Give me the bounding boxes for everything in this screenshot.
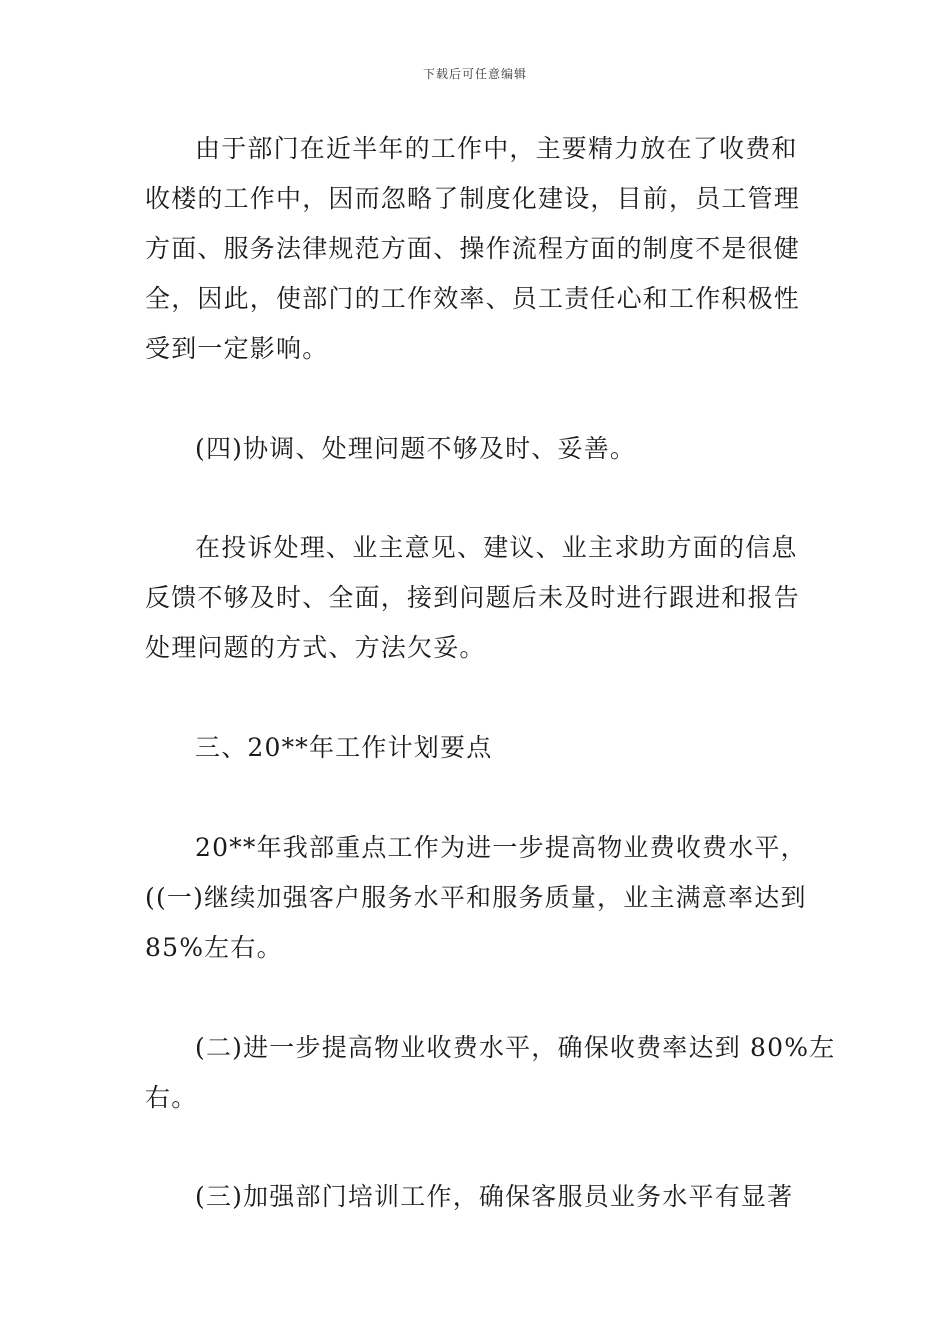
paragraph-line: 在投诉处理、业主意见、建议、业主求助方面的信息: [195, 533, 798, 562]
paragraph-line: 全，因此，使部门的工作效率、员工责任心和工作积极性: [145, 284, 801, 313]
paragraph-6: [145, 1023, 836, 1073]
paragraph-line: 20**年我部重点工作为进一步提高物业费收费水平，: [195, 833, 807, 862]
paragraph-1: [145, 124, 810, 224]
paragraph-line: (二)进一步提高物业收费水平，确保收费率达到 80%左: [195, 1033, 836, 1062]
paragraph-line: 右。: [145, 1083, 198, 1112]
paragraph-line: 反馈不够及时、全面，接到问题后未及时进行跟进和报告: [145, 583, 801, 612]
section-heading-three: [145, 723, 810, 773]
paragraph-3: [145, 523, 810, 573]
paragraph-line: ((一)继续加强客户服务水平和服务质量，业主满意率达到: [145, 883, 807, 912]
paragraph-7: [145, 1172, 810, 1222]
paragraph-line: 由于部门在近半年的工作中，主要精力放在了收费和: [195, 134, 798, 163]
paragraph-5: [145, 823, 810, 873]
paragraph-line: 收楼的工作中，因而忽略了制度化建设，目前，员工管理: [145, 184, 801, 213]
paragraph-line: (四)协调、处理问题不够及时、妥善。: [195, 434, 637, 463]
heading-four: [145, 424, 810, 474]
paragraph-line: 方面、服务法律规范方面、操作流程方面的制度不是很健: [145, 234, 801, 263]
paragraph-line: 85%左右。: [145, 933, 283, 962]
paragraph-line: (三)加强部门培训工作，确保客服员业务水平有显著: [195, 1182, 794, 1211]
paragraph-line: 受到一定影响。: [145, 334, 329, 363]
page-header: 下载后可任意编辑: [422, 67, 527, 81]
paragraph-line: 三、20**年工作计划要点: [195, 733, 493, 762]
paragraph-line: 处理问题的方式、方法欠妥。: [145, 633, 486, 662]
